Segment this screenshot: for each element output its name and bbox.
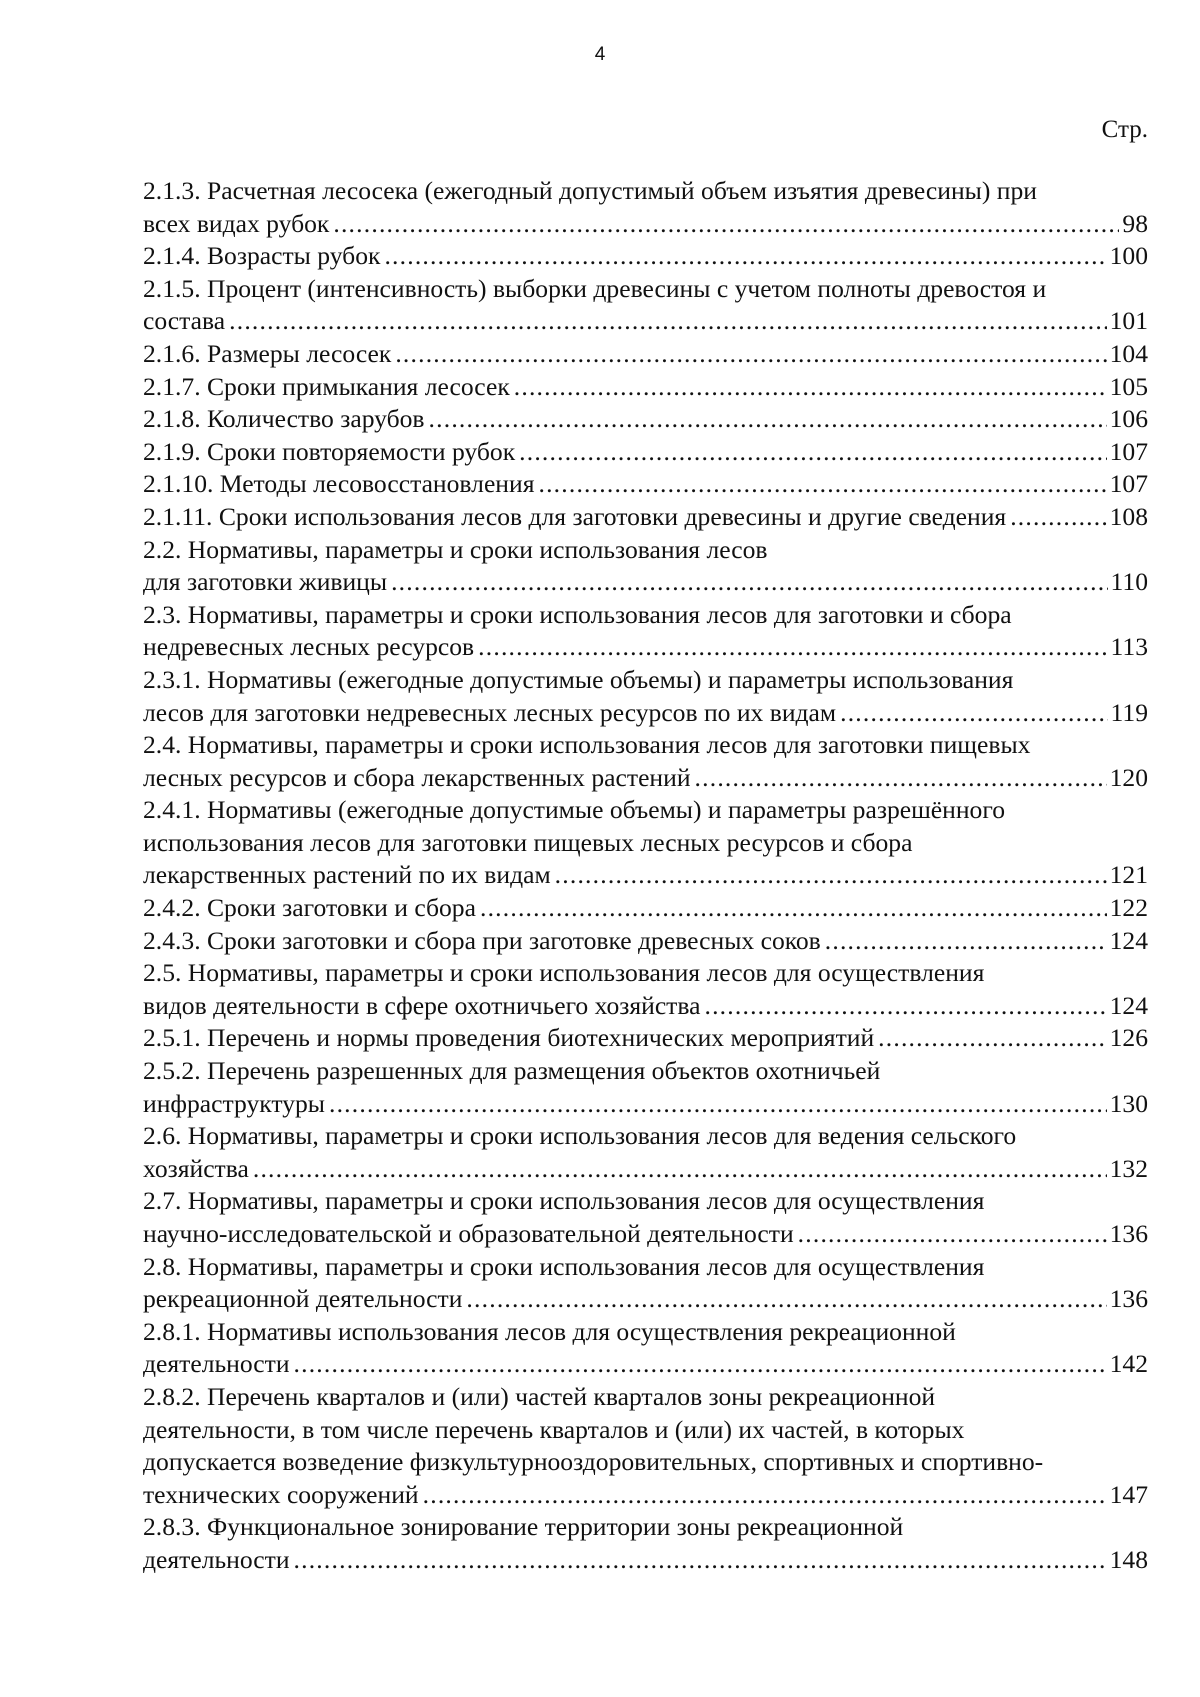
dot-leader	[466, 1283, 1106, 1316]
toc-entry[interactable]	[143, 273, 1148, 338]
toc-entry-page-number: 120	[1109, 762, 1148, 792]
toc-entry-title: для заготовки живицы	[143, 567, 388, 597]
toc-entry[interactable]	[143, 1511, 1148, 1576]
toc-entry-page-number: 142	[1109, 1349, 1148, 1379]
toc-entry[interactable]	[143, 1251, 1148, 1316]
toc-entry-page-number: 104	[1109, 338, 1148, 368]
toc-entry-text-line: 2.7. Нормативы, параметры и сроки использования лесов для осуществления	[143, 1186, 985, 1216]
toc-entry-page-number: 119	[1110, 697, 1148, 727]
toc-entry-page-number: 132	[1109, 1153, 1148, 1183]
toc-entry-title: 2.1.10. Методы лесовосстановления	[143, 469, 535, 499]
toc-entry[interactable]	[143, 371, 1148, 404]
toc-entry-title: 2.4.2. Сроки заготовки и сбора	[143, 893, 476, 923]
toc-entry[interactable]	[143, 1022, 1148, 1055]
toc-entry-last-line	[143, 338, 1148, 371]
toc-entry-last-line	[143, 1479, 1148, 1512]
toc-entry-last-line	[143, 208, 1148, 241]
toc-entry-page-number: 110	[1110, 567, 1148, 597]
toc-entry-page-number: 122	[1109, 893, 1148, 923]
toc-entry[interactable]	[143, 925, 1148, 958]
toc-entry-title: хозяйства	[143, 1153, 249, 1183]
dot-leader	[1010, 501, 1106, 534]
dot-leader	[294, 1544, 1107, 1577]
dot-leader	[329, 1088, 1107, 1121]
dot-leader	[840, 697, 1107, 730]
dot-leader	[391, 566, 1107, 599]
toc-entry-page-number: 136	[1109, 1219, 1148, 1248]
toc-entry-text-line: 2.1.5. Процент (интенсивность) выборки древесины с учетом полноты древостоя и	[143, 273, 1047, 303]
toc-entry[interactable]	[143, 1316, 1148, 1381]
toc-entry-title: 2.5.1. Перечень и нормы проведения биотехнических мероприятий	[143, 1023, 875, 1053]
toc-entry-text-line: 2.8.2. Перечень кварталов и (или) частей кварталов зоны рекреационной	[143, 1381, 936, 1411]
toc-entry-last-line	[143, 1348, 1148, 1381]
toc-entry-page-number: 107	[1109, 436, 1148, 466]
toc-entry[interactable]	[143, 436, 1148, 469]
dot-leader	[514, 371, 1107, 404]
dot-leader	[333, 208, 1119, 241]
toc-entry-text-line: допускается возведение физкультурнооздоровительных, спортивных и спортивно-	[143, 1447, 1044, 1477]
toc-entry[interactable]	[143, 403, 1148, 436]
toc-entry-last-line	[143, 1544, 1148, 1577]
toc-entry-title: деятельности	[143, 1349, 290, 1379]
toc-entry-text-line: 2.5. Нормативы, параметры и сроки использования лесов для осуществления	[143, 958, 985, 988]
toc-entry-last-line	[143, 371, 1148, 404]
toc-entry[interactable]	[143, 957, 1148, 1022]
toc-entry[interactable]	[143, 892, 1148, 925]
dot-leader	[555, 859, 1107, 892]
toc-entry[interactable]	[143, 1055, 1148, 1120]
toc-entry-last-line	[143, 1022, 1148, 1055]
toc-entry-text-line: 2.8. Нормативы, параметры и сроки использования лесов для осуществления	[143, 1251, 985, 1281]
toc-entry[interactable]	[143, 338, 1148, 371]
toc-entry-last-line	[143, 892, 1148, 925]
toc-entry-text-line: 2.5.2. Перечень разрешенных для размещения объектов охотничьей	[143, 1056, 881, 1086]
toc-entry-title: 2.1.11. Сроки использования лесов для заготовки древесины и другие сведения	[143, 501, 1007, 531]
dot-leader	[253, 1153, 1107, 1186]
toc-entry-last-line	[143, 305, 1148, 338]
toc-entry-title: состава	[143, 306, 226, 336]
page-column-label: Стр.	[1101, 116, 1148, 143]
toc-entry-last-line	[143, 1153, 1148, 1186]
toc-entry-title: 2.4.3. Сроки заготовки и сбора при заготовке древесных соков	[143, 925, 821, 955]
dot-leader	[478, 631, 1107, 664]
toc-entry[interactable]	[143, 729, 1148, 794]
toc-entry[interactable]	[143, 534, 1148, 599]
toc-entry-title: недревесных лесных ресурсов	[143, 632, 475, 662]
toc-entry-title: 2.1.4. Возрасты рубок	[143, 241, 381, 271]
toc-entry-page-number: 126	[1109, 1023, 1148, 1053]
toc-entry-page-number: 147	[1109, 1479, 1148, 1509]
toc-entry-last-line	[143, 501, 1148, 534]
dot-leader	[429, 403, 1107, 436]
toc-entry-last-line	[143, 468, 1148, 501]
toc-entry-title: лесных ресурсов и сбора лекарственных растений	[143, 762, 691, 792]
toc-entry-last-line	[143, 403, 1148, 436]
toc-entry-last-line	[143, 1283, 1148, 1316]
toc-entry-page-number: 100	[1109, 241, 1148, 271]
toc-entry-title: инфраструктуры	[143, 1088, 325, 1118]
toc-entry-page-number: 101	[1109, 306, 1148, 336]
dot-leader	[825, 925, 1107, 958]
toc-entry-last-line	[143, 566, 1148, 599]
toc-entry-title: 2.1.6. Размеры лесосек	[143, 338, 392, 368]
toc-entry[interactable]	[143, 468, 1148, 501]
toc-entry-page-number: 106	[1109, 404, 1148, 434]
toc-entry-text-line: использования лесов для заготовки пищевых лесных ресурсов и сбора	[143, 827, 913, 857]
toc-entry-last-line	[143, 762, 1148, 795]
toc-entry[interactable]	[143, 175, 1148, 240]
toc-entry-title: 2.1.9. Сроки повторяемости рубок	[143, 436, 516, 466]
toc-entry-last-line	[143, 631, 1148, 664]
toc-entry-text-line: 2.3. Нормативы, параметры и сроки использования лесов для заготовки и сбора	[143, 599, 1012, 629]
toc-entry-last-line	[143, 859, 1148, 892]
toc-entry[interactable]	[143, 1381, 1148, 1511]
toc-entry[interactable]	[143, 1120, 1148, 1185]
toc-entry-title: лесов для заготовки недревесных лесных ресурсов по их видам	[143, 697, 837, 727]
toc-entry-text-line: 2.3.1. Нормативы (ежегодные допустимые объемы) и параметры использования	[143, 664, 1014, 694]
toc-entry[interactable]	[143, 501, 1148, 534]
toc-entry-text-line: деятельности, в том числе перечень кварталов и (или) их частей, в которых	[143, 1414, 965, 1444]
dot-leader	[538, 468, 1106, 501]
dot-leader	[384, 240, 1106, 273]
toc-entry-last-line	[143, 1218, 1148, 1251]
toc-entry-page-number: 136	[1109, 1284, 1148, 1314]
toc-entry[interactable]	[143, 664, 1148, 729]
toc-entry-text-line: 2.4.1. Нормативы (ежегодные допустимые объемы) и параметры разрешённого	[143, 795, 1006, 825]
toc-entry[interactable]	[143, 240, 1148, 273]
toc-entry-last-line	[143, 436, 1148, 469]
toc-entry-title: всех видах рубок	[143, 208, 330, 238]
dot-leader	[878, 1022, 1106, 1055]
toc-entry[interactable]	[143, 599, 1148, 664]
dot-leader	[695, 762, 1107, 795]
toc-entry-title: деятельности	[143, 1544, 290, 1574]
toc-entry-title: технических сооружений	[143, 1479, 419, 1509]
toc-entry-text-line: 2.6. Нормативы, параметры и сроки использования лесов для ведения сельского	[143, 1121, 1017, 1151]
toc-entry-title: 2.1.7. Сроки примыкания лесосек	[143, 371, 510, 401]
toc-entry-title: видов деятельности в сфере охотничьего хозяйства	[143, 990, 701, 1020]
toc-entry-last-line	[143, 697, 1148, 730]
dot-leader	[519, 436, 1106, 469]
toc-entry-page-number: 121	[1109, 860, 1148, 890]
toc-entry-text-line: 2.4. Нормативы, параметры и сроки использования лесов для заготовки пищевых	[143, 730, 1031, 760]
toc-entry-title: 2.1.8. Количество зарубов	[143, 404, 425, 434]
dot-leader	[704, 990, 1106, 1023]
toc-entry-text-line: 2.8.1. Нормативы использования лесов для осуществления рекреационной	[143, 1316, 956, 1346]
toc-entry-page-number: 148	[1109, 1544, 1148, 1574]
toc-entry[interactable]	[143, 794, 1148, 892]
dot-leader	[480, 892, 1107, 925]
toc-entry-page-number: 113	[1110, 632, 1148, 662]
toc-entry-page-number: 105	[1109, 371, 1148, 401]
toc-entry-page-number: 107	[1109, 469, 1148, 499]
toc-entry-text-line: 2.1.3. Расчетная лесосека (ежегодный допустимый объем изъятия древесины) при	[143, 176, 1037, 205]
toc-entry-text-line: 2.2. Нормативы, параметры и сроки использования лесов	[143, 534, 768, 564]
dot-leader	[423, 1479, 1107, 1512]
toc-entry-page-number: 130	[1109, 1088, 1148, 1118]
dot-leader	[798, 1218, 1107, 1251]
page-number: 4	[594, 44, 606, 65]
toc-entry-title: лекарственных растений по их видам	[143, 860, 551, 890]
toc-entry[interactable]	[143, 1185, 1148, 1250]
toc-entry-title: научно-исследовательской и образовательной деятельности	[143, 1219, 794, 1248]
toc-entry-page-number: 108	[1109, 501, 1148, 531]
dot-leader	[229, 305, 1106, 338]
toc-entry-last-line	[143, 240, 1148, 273]
toc-entry-page-number: 124	[1109, 925, 1148, 955]
toc-entry-title: рекреационной деятельности	[143, 1284, 463, 1314]
toc-entry-text-line: 2.8.3. Функциональное зонирование территории зоны рекреационной	[143, 1512, 904, 1542]
toc-entry-last-line	[143, 1088, 1148, 1121]
toc-entry-last-line	[143, 990, 1148, 1023]
toc-entry-last-line	[143, 925, 1148, 958]
dot-leader	[294, 1348, 1107, 1381]
dot-leader	[395, 338, 1106, 371]
toc-entry-page-number: 98	[1122, 208, 1148, 238]
table-of-contents	[143, 175, 1148, 1577]
toc-entry-page-number: 124	[1109, 990, 1148, 1020]
